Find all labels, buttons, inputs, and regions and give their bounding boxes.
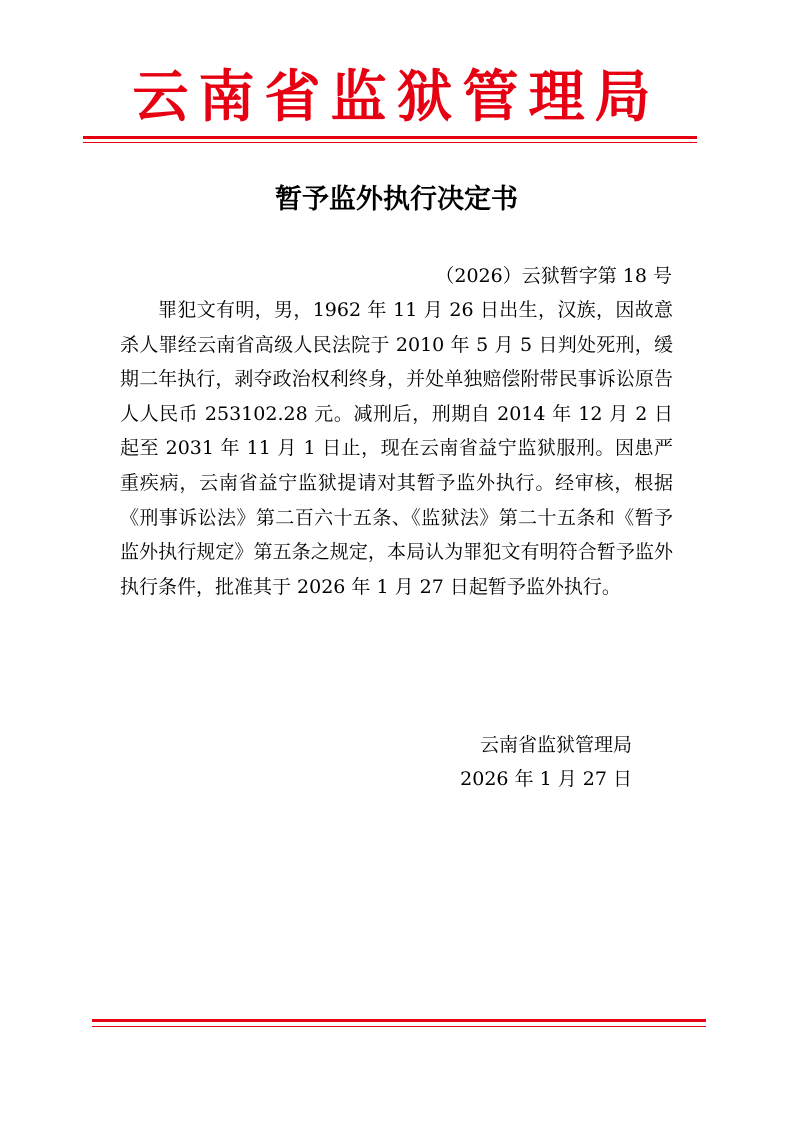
header-rule-thick	[83, 136, 697, 139]
document-body: 罪犯文有明，男，1962 年 11 月 26 日出生，汉族，因故意杀人罪经云南省高级人民法院于 2010 年 5 月 5 日判处死刑，缓期二年执行，剥夺政治权利终身，并处单独赔偿附带民事诉讼原告人人民币 253102.28 元。减刑后，刑期自 2014 年 12 月 2 日起至 2031 年 11 月 1 日止，现在云南省益宁监狱服刑。因患严重疾病，云南省益宁监狱提请对其暂予监外执行。经审核，根据《刑事诉讼法》第二百六十五条、《监狱法》第二十五条和《暂予监外执行规定》第五条之规定，本局认为罪犯文有明符合暂予监外执行条件，批准其于 2026 年 1 月 27 日起暂予监外执行。	[120, 299, 673, 598]
footer-rule-thin	[92, 1026, 706, 1027]
signature-date: 2026 年 1 月 27 日	[460, 768, 632, 790]
footer-rule-thick	[92, 1019, 706, 1022]
document-title: 暂予监外执行决定书	[275, 184, 518, 215]
header-agency-name: 云南省监狱管理局	[132, 65, 661, 130]
document-number: （2026）云狱暂字第 18 号	[435, 265, 672, 287]
signature-organization: 云南省监狱管理局	[479, 734, 632, 756]
header-rule-thin	[83, 142, 697, 143]
